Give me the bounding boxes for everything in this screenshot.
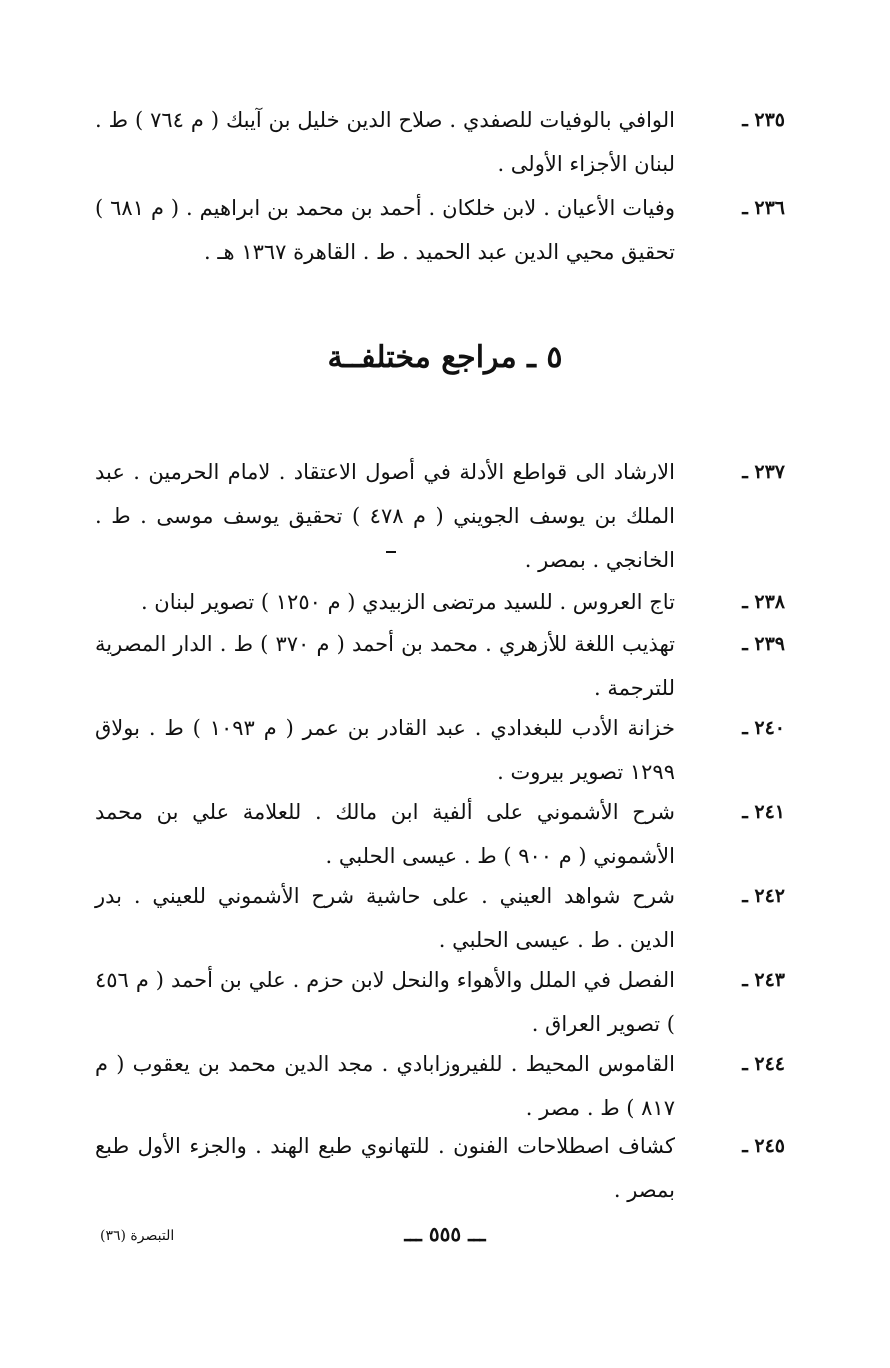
- stray-mark: [386, 551, 396, 553]
- bibliography-entry: [95, 958, 785, 1046]
- entry-text: القاموس المحيط . للفيروزابادي . مجد الدين محمد بن يعقوب ( م ٨١٧ ) ط . مصر .: [95, 1052, 675, 1120]
- book-label: التبصرة (٣٦): [100, 1228, 175, 1244]
- entry-number: ٢٤٣ ـ: [742, 969, 785, 991]
- entry-text: تهذيب اللغة للأزهري . محمد بن أحمد ( م ٣٧٠ ) ط . الدار المصرية للترجمة .: [95, 632, 676, 700]
- bibliography-entry: [95, 874, 785, 962]
- entry-text: خزانة الأدب للبغدادي . عبد القادر بن عمر ( م ١٠٩٣ ) ط . بولاق ١٢٩٩ تصوير بيروت .: [95, 716, 675, 784]
- bibliography-entry: [95, 622, 785, 710]
- bibliography-entry: [95, 1124, 785, 1212]
- entry-text: كشاف اصطلاحات الفنون . للتهانوي طبع الهند . والجزء الأول طبع بمصر .: [95, 1134, 675, 1202]
- bibliography-entry: [95, 1042, 785, 1130]
- entry-text: الفصل في الملل والأهواء والنحل لابن حزم . علي بن أحمد ( م ٤٥٦ ) تصوير العراق .: [95, 968, 675, 1036]
- entry-text: شرح شواهد العيني . على حاشية شرح الأشموني للعيني . بدر الدين . ط . عيسى الحلبي .: [95, 884, 675, 952]
- entry-number: ٢٣٧ ـ: [742, 461, 785, 483]
- entry-text: الوافي بالوفيات للصفدي . صلاح الدين خليل بن آيبك ( م ٧٦٤ ) ط . لبنان الأجزاء الأولى .: [95, 108, 675, 176]
- section-heading: ٥ ـ مراجع مختلفــة: [327, 340, 563, 375]
- bibliography-entry: [95, 186, 785, 274]
- entry-number: ٢٣٦ ـ: [742, 197, 785, 219]
- entry-text: تاج العروس . للسيد مرتضى الزبيدي ( م ١٢٥٠ ) تصوير لبنان .: [140, 590, 675, 614]
- entry-text: شرح الأشموني على ألفية ابن مالك . للعلامة علي بن محمد الأشموني ( م ٩٠٠ ) ط . عيسى الحلبي .: [95, 800, 675, 868]
- page-footer: [0, 1222, 890, 1252]
- page-number: ـــ ٥٥٥ ـــ: [404, 1222, 486, 1246]
- entry-text: وفيات الأعيان . لابن خلكان . أحمد بن محمد بن ابراهيم . ( م ٦٨١ ) تحقيق محيي الدين عبد الحميد . ط . القاهرة ١٣٦٧ هـ .: [95, 196, 675, 264]
- bibliography-entry: [95, 706, 785, 794]
- entry-number: ٢٣٨ ـ: [742, 591, 785, 613]
- bibliography-entry: [95, 98, 785, 186]
- bibliography-entry: [95, 580, 785, 624]
- entry-number: ٢٤٤ ـ: [742, 1053, 785, 1075]
- entry-number: ٢٤١ ـ: [742, 801, 785, 823]
- entry-number: ٢٤٠ ـ: [742, 717, 785, 739]
- entry-number: ٢٤٥ ـ: [742, 1135, 785, 1157]
- bibliography-entry: [95, 450, 785, 582]
- entry-number: ٢٤٢ ـ: [742, 885, 785, 907]
- entry-text: الارشاد الى قواطع الأدلة في أصول الاعتقاد . لامام الحرمين . عبد الملك بن يوسف الجويني ( م ٤٧٨ ) تحقيق يوسف موسى . ط . الخانجي . بمصر .: [95, 460, 675, 572]
- entry-number: ٢٣٥ ـ: [742, 109, 785, 131]
- bibliography-entry: [95, 790, 785, 878]
- entry-number: ٢٣٩ ـ: [742, 633, 785, 655]
